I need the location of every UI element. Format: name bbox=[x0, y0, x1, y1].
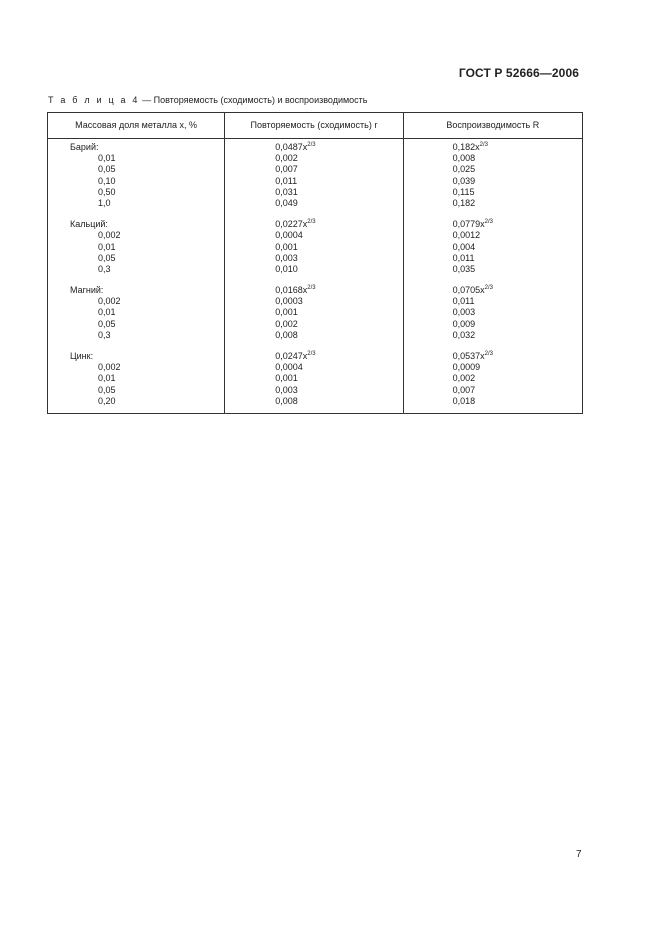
mass-fraction-value: 0,002 bbox=[98, 230, 121, 241]
repeatability-value: 0,0004 bbox=[275, 230, 303, 241]
formula-coefficient: 0,182x bbox=[452, 142, 480, 152]
mass-fraction-value: 0,3 bbox=[98, 263, 111, 274]
repeatability-value: 0,008 bbox=[275, 395, 298, 406]
reproducibility-value: 0,039 bbox=[452, 175, 476, 186]
cell-group bbox=[225, 139, 402, 215]
reproducibility-value: 0,0012 bbox=[452, 230, 481, 241]
formula-exponent: 2/3 bbox=[307, 142, 316, 148]
cell-group bbox=[404, 347, 582, 413]
cell-reproducibility bbox=[403, 139, 582, 216]
repeatability-value: 0,003 bbox=[275, 252, 298, 263]
formula-reproducibility bbox=[404, 351, 582, 362]
reproducibility-value: 0,008 bbox=[452, 153, 476, 164]
table-row bbox=[48, 347, 583, 413]
formula-exponent: 2/3 bbox=[307, 219, 316, 226]
formula-coefficient: 0,0705x bbox=[452, 285, 485, 296]
document-code: ГОСТ Р 52666—2006 bbox=[458, 66, 579, 80]
mass-fraction-value: 0,01 bbox=[98, 241, 116, 252]
cell-mass-fraction bbox=[48, 139, 225, 216]
mass-fraction-value: 0,01 bbox=[98, 307, 116, 318]
table-caption bbox=[48, 95, 368, 105]
mass-fraction-value: 0,05 bbox=[98, 164, 116, 175]
formula-coefficient: 0,0247x bbox=[275, 351, 308, 361]
cell-group bbox=[225, 215, 402, 281]
formula-exponent: 2/3 bbox=[484, 219, 493, 226]
formula-reproducibility bbox=[404, 142, 582, 153]
repeatability-value: 0,008 bbox=[275, 329, 298, 340]
metal-name: Магний: bbox=[70, 285, 104, 296]
mass-fraction-value: 0,05 bbox=[98, 384, 116, 395]
reproducibility-value: 0,009 bbox=[452, 318, 476, 329]
repeatability-value: 0,031 bbox=[275, 186, 298, 197]
mass-fraction-value: 0,20 bbox=[98, 395, 116, 406]
mass-fraction-value: 0,01 bbox=[98, 373, 116, 384]
cell-reproducibility bbox=[403, 347, 582, 413]
cell-mass-fraction bbox=[48, 215, 225, 281]
cell-group bbox=[225, 347, 402, 413]
reproducibility-value: 0,115 bbox=[452, 186, 475, 197]
mass-fraction-value: 0,3 bbox=[98, 329, 111, 340]
column-header-reproducibility: Воспроизводимость R bbox=[403, 113, 582, 139]
reproducibility-value: 0,035 bbox=[452, 263, 476, 274]
reproducibility-value: 0,011 bbox=[452, 296, 475, 307]
cell-group bbox=[48, 281, 224, 347]
table-caption-label: Т а б л и ц а 4 bbox=[48, 95, 140, 105]
mass-fraction-value: 0,50 bbox=[98, 186, 116, 197]
repeatability-value: 0,003 bbox=[275, 384, 298, 395]
cell-repeatability bbox=[225, 347, 403, 413]
formula-coefficient: 0,0537x bbox=[452, 351, 485, 361]
formula-coefficient: 0,0487x bbox=[275, 142, 308, 152]
table-row bbox=[48, 281, 583, 347]
mass-fraction-value: 0,10 bbox=[98, 175, 116, 186]
formula-repeatability bbox=[225, 142, 402, 153]
cell-group bbox=[404, 281, 582, 347]
precision-table bbox=[47, 112, 583, 414]
repeatability-value: 0,011 bbox=[275, 175, 298, 186]
column-header-repeatability: Повторяемость (сходимость) r bbox=[225, 113, 403, 139]
table-caption-text: — Повторяемость (сходимость) и воспроизводимость bbox=[139, 95, 368, 105]
column-header-mass-fraction: Массовая доля металла x, % bbox=[48, 113, 225, 139]
mass-fraction-value: 1,0 bbox=[98, 197, 111, 208]
repeatability-value: 0,049 bbox=[275, 197, 298, 208]
repeatability-value: 0,0004 bbox=[275, 362, 303, 373]
table-row bbox=[48, 215, 583, 281]
formula-exponent: 2/3 bbox=[484, 351, 493, 357]
table-body bbox=[48, 139, 583, 414]
repeatability-value: 0,002 bbox=[275, 153, 298, 164]
repeatability-value: 0,010 bbox=[275, 263, 298, 274]
repeatability-value: 0,001 bbox=[275, 241, 298, 252]
table-header-row bbox=[48, 113, 583, 139]
page-number: 7 bbox=[576, 849, 582, 860]
formula-repeatability bbox=[225, 285, 402, 296]
metal-name: Барий: bbox=[70, 142, 99, 152]
cell-group bbox=[404, 215, 582, 281]
formula-coefficient: 0,0779x bbox=[452, 219, 485, 230]
mass-fraction-value: 0,01 bbox=[98, 153, 116, 164]
formula-repeatability bbox=[225, 219, 402, 230]
cell-repeatability bbox=[225, 281, 403, 347]
mass-fraction-value: 0,002 bbox=[98, 296, 121, 307]
reproducibility-value: 0,003 bbox=[452, 307, 476, 318]
formula-coefficient: 0,0168x bbox=[275, 285, 308, 296]
reproducibility-value: 0,032 bbox=[452, 329, 476, 340]
table-row bbox=[48, 139, 583, 216]
repeatability-value: 0,001 bbox=[275, 373, 298, 384]
formula-exponent: 2/3 bbox=[479, 142, 488, 148]
reproducibility-value: 0,0009 bbox=[452, 362, 481, 373]
formula-coefficient: 0,0227x bbox=[275, 219, 308, 230]
formula-reproducibility bbox=[404, 285, 582, 296]
formula-repeatability bbox=[225, 351, 402, 362]
cell-repeatability bbox=[225, 215, 403, 281]
cell-mass-fraction bbox=[48, 281, 225, 347]
cell-reproducibility bbox=[403, 281, 582, 347]
metal-name: Цинк: bbox=[70, 351, 94, 361]
formula-exponent: 2/3 bbox=[307, 285, 316, 292]
mass-fraction-value: 0,05 bbox=[98, 252, 116, 263]
mass-fraction-value: 0,002 bbox=[98, 362, 121, 373]
cell-repeatability bbox=[225, 139, 403, 216]
cell-reproducibility bbox=[403, 215, 582, 281]
cell-group bbox=[48, 139, 224, 215]
formula-exponent: 2/3 bbox=[484, 285, 493, 292]
cell-group bbox=[225, 281, 402, 347]
cell-mass-fraction bbox=[48, 347, 225, 413]
reproducibility-value: 0,018 bbox=[452, 395, 476, 406]
reproducibility-value: 0,007 bbox=[452, 384, 476, 395]
formula-exponent: 2/3 bbox=[307, 351, 316, 357]
cell-group bbox=[48, 215, 224, 281]
cell-group bbox=[404, 139, 582, 215]
reproducibility-value: 0,025 bbox=[452, 164, 476, 175]
reproducibility-value: 0,004 bbox=[452, 241, 476, 252]
reproducibility-value: 0,011 bbox=[452, 252, 475, 263]
repeatability-value: 0,0003 bbox=[275, 296, 303, 307]
mass-fraction-value: 0,05 bbox=[98, 318, 116, 329]
repeatability-value: 0,002 bbox=[275, 318, 298, 329]
reproducibility-value: 0,182 bbox=[452, 197, 476, 208]
repeatability-value: 0,007 bbox=[275, 164, 298, 175]
formula-reproducibility bbox=[404, 219, 582, 230]
reproducibility-value: 0,002 bbox=[452, 373, 476, 384]
cell-group bbox=[48, 347, 224, 413]
metal-name: Кальций: bbox=[70, 219, 108, 230]
repeatability-value: 0,001 bbox=[275, 307, 298, 318]
